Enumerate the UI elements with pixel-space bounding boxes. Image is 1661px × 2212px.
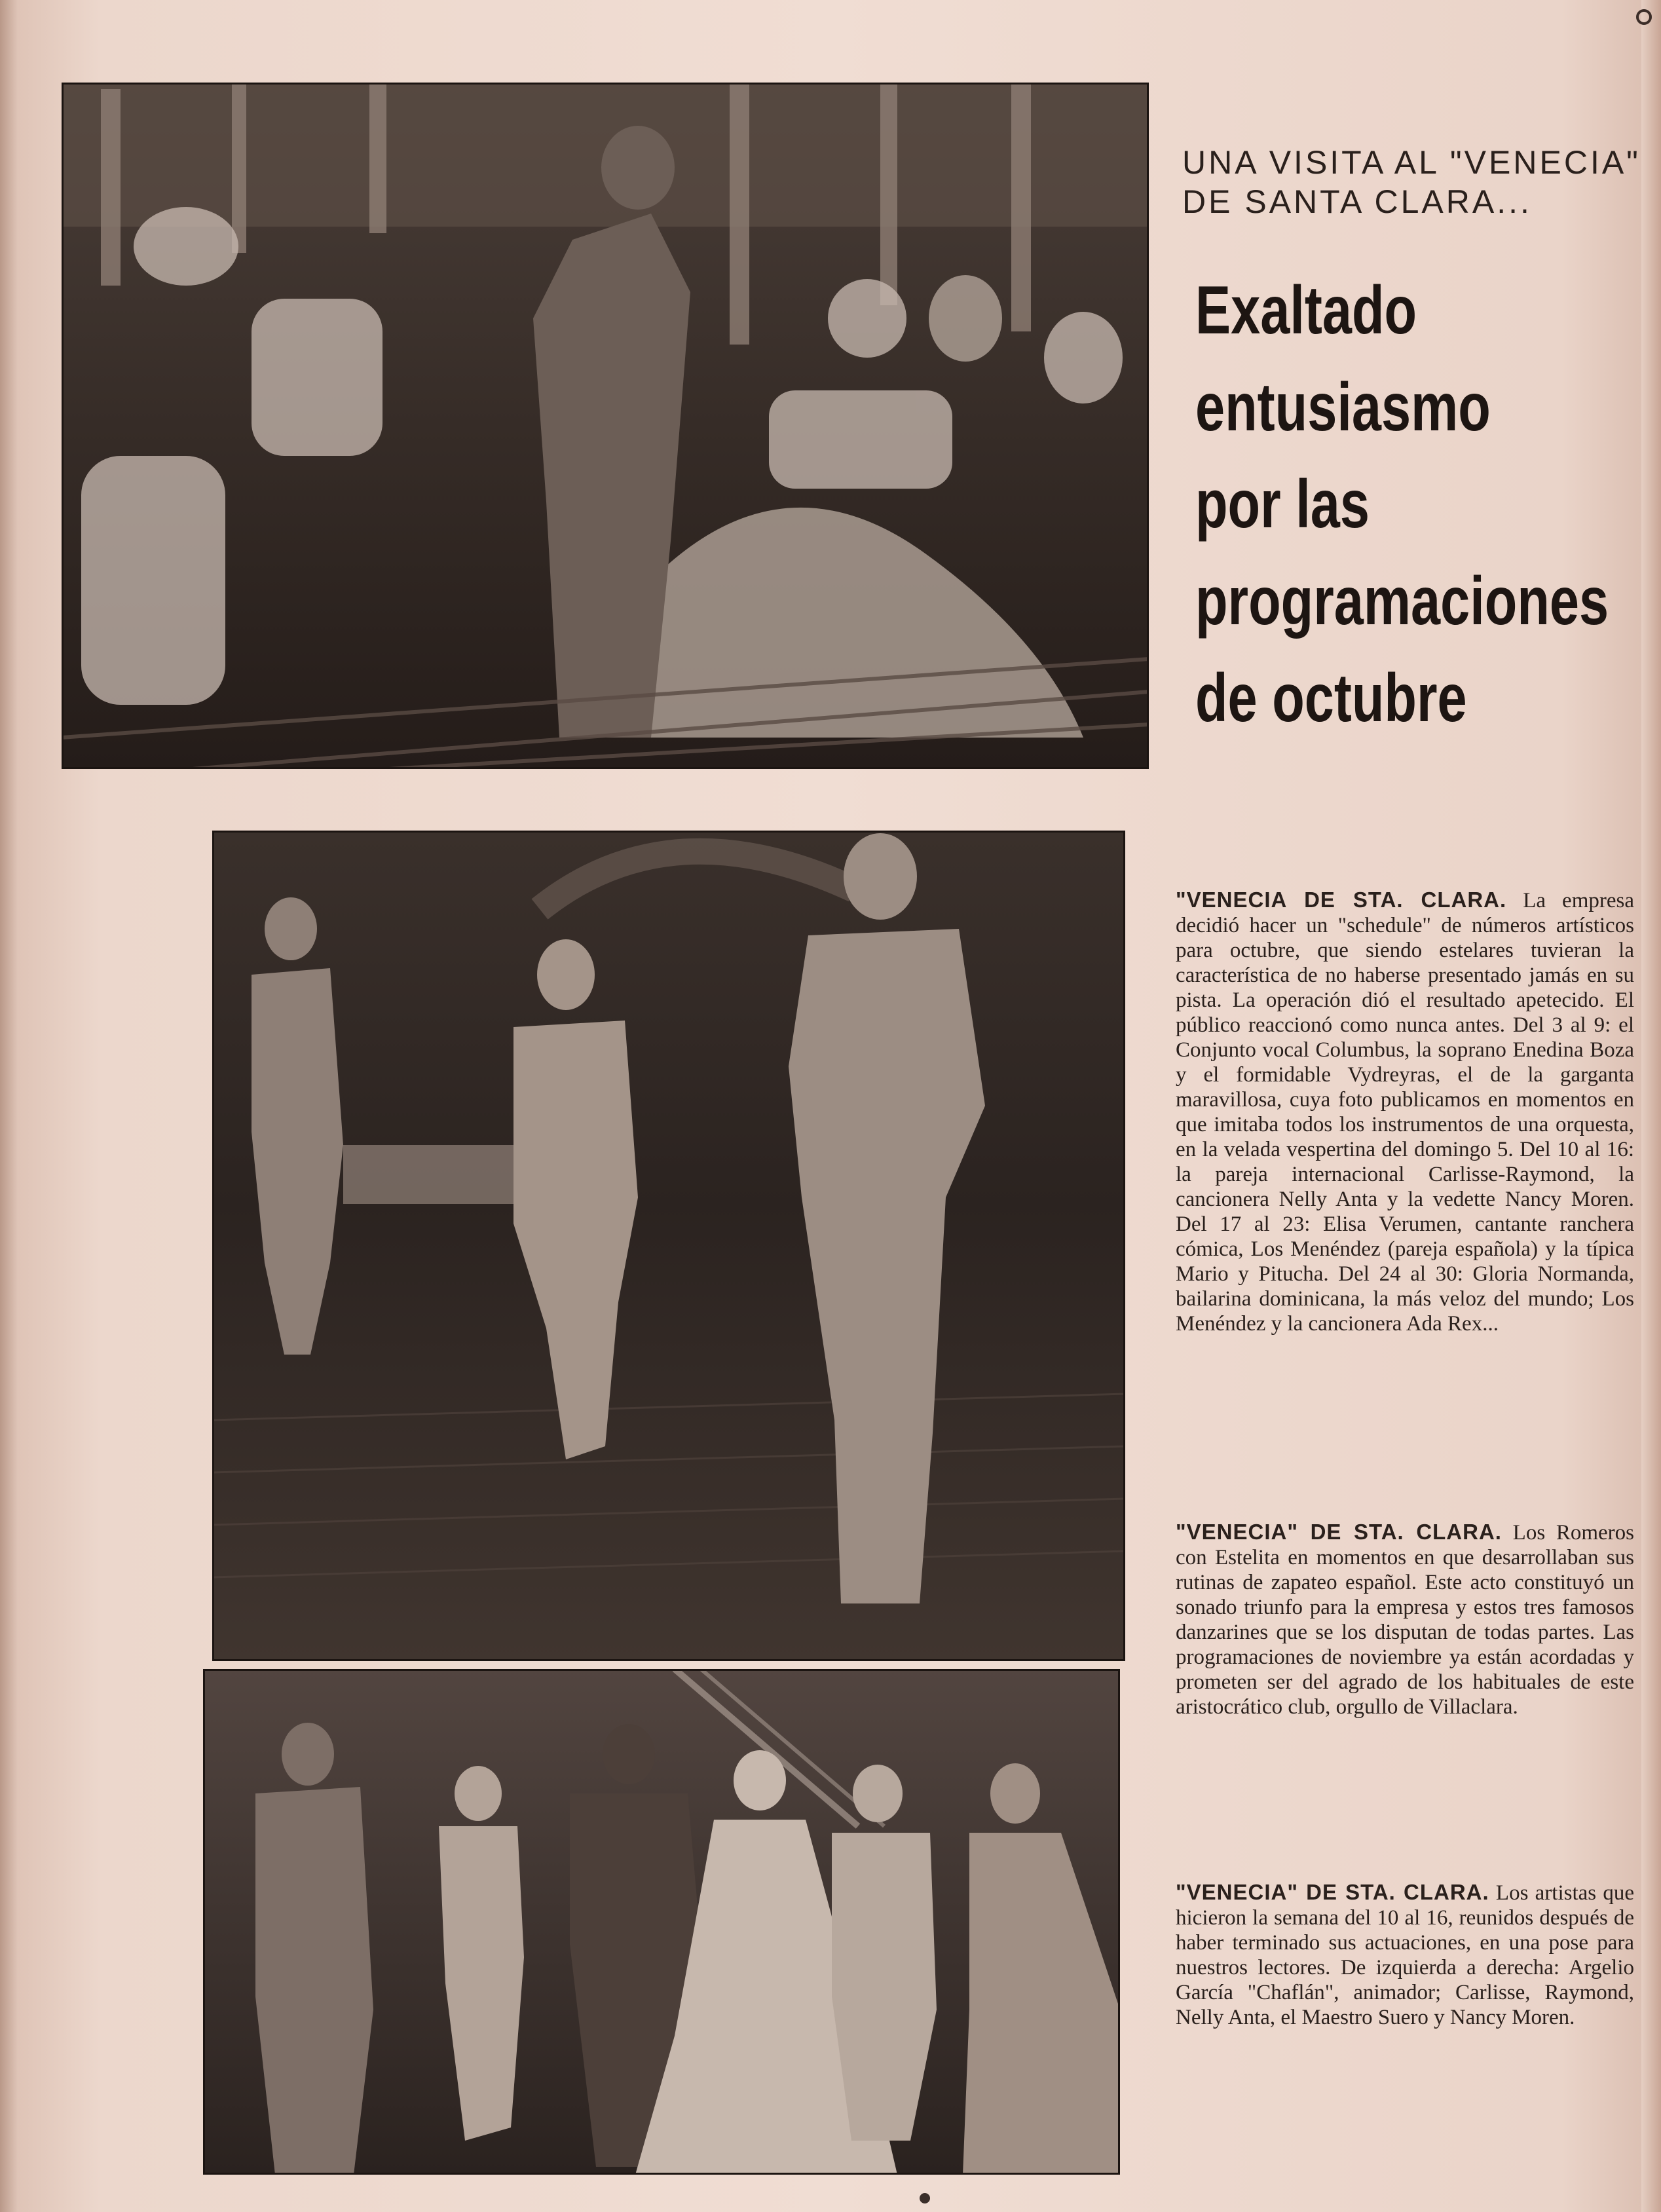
- photo-dancers: [212, 831, 1125, 1661]
- photo-dancers-image: [212, 831, 1125, 1661]
- caption-dancers-body: Los Romeros con Estelita en momentos en que desarrollaban sus rutinas de zapateo español. Este acto constituyó un sonado triunfo para la empresa y estos tres famosos danzarines que se los disputan de todas partes. Las programaciones de noviembre ya están acordadas y prometen ser del agrado de los habituales de este aristocrático club, orgullo de Villaclara.: [1176, 1521, 1634, 1719]
- kicker-line-1: UNA VISITA AL "VENECIA": [1182, 144, 1641, 181]
- page-right-edge: [1641, 0, 1661, 2212]
- punch-hole-mark: [1636, 9, 1652, 25]
- caption-artists-body: Los artistas que hicieron la semana del 10 al 16, reunidos después de haber terminado sus actuaciones, en una pose para nuestros lectores. De izquierda a derecha: Argelio García "Chaflán", animador; Carlisse, Raymond, Nelly Anta, el Maestro Suero y Nancy Moren.: [1176, 1881, 1634, 2029]
- caption-schedule-body: La empresa decidió hacer un "schedule" de números artísticos para octubre, que siendo estelares tuvieran la característica de no haberse presentado jamás en su pista. La operación dió el resultado apetecido. El público reaccionó como nunca antes. Del 3 al 9: el Conjunto vocal Columbus, la soprano Enedina Boza y el formidable Vydreyras, el de la garganta maravillosa, cuya foto publicamos en momentos en que imitaba todos los instrumentos de una orquesta, en la velada vespertina del domingo 5. Del 10 al 16: la pareja internacional Carlisse-Raymond, la cancionera Nelly Anta y la vedette Nancy Moren. Del 17 al 23: Elisa Verumen, cantante ranchera cómica, Los Menéndez (pareja española) y la típica Mario y Pitucha. Del 24 al 30: Gloria Normanda, bailarina dominicana, la más veloz del mundo; Los Menéndez y la cancionera Ada Rex...: [1176, 889, 1634, 1336]
- article-kicker: [1182, 143, 1641, 221]
- caption-dancers-lead: "VENECIA" DE STA. CLARA.: [1176, 1520, 1502, 1544]
- article-headline: [1195, 262, 1609, 747]
- headline-line-1: Exaltado: [1195, 272, 1417, 348]
- kicker-line-2: DE SANTA CLARA...: [1182, 183, 1532, 220]
- caption-schedule-lead: "VENECIA DE STA. CLARA.: [1176, 888, 1507, 912]
- headline-line-3: por las: [1195, 466, 1370, 542]
- photo-artists-group: [203, 1669, 1120, 2175]
- photo-singer-audience-image: [62, 83, 1149, 769]
- caption-schedule: [1176, 888, 1634, 1336]
- page-dot-mark: [920, 2193, 930, 2203]
- photo-singer-audience: [62, 83, 1149, 769]
- page-left-edge: [0, 0, 18, 2212]
- caption-artists-lead: "VENECIA" DE STA. CLARA.: [1176, 1880, 1489, 1904]
- headline-line-2: entusiasmo: [1195, 369, 1491, 445]
- headline-line-5: de octubre: [1195, 660, 1467, 736]
- headline-line-4: programaciones: [1195, 563, 1609, 639]
- caption-dancers: [1176, 1520, 1634, 1719]
- photo-artists-group-image: [203, 1669, 1120, 2175]
- caption-artists: [1176, 1880, 1634, 2030]
